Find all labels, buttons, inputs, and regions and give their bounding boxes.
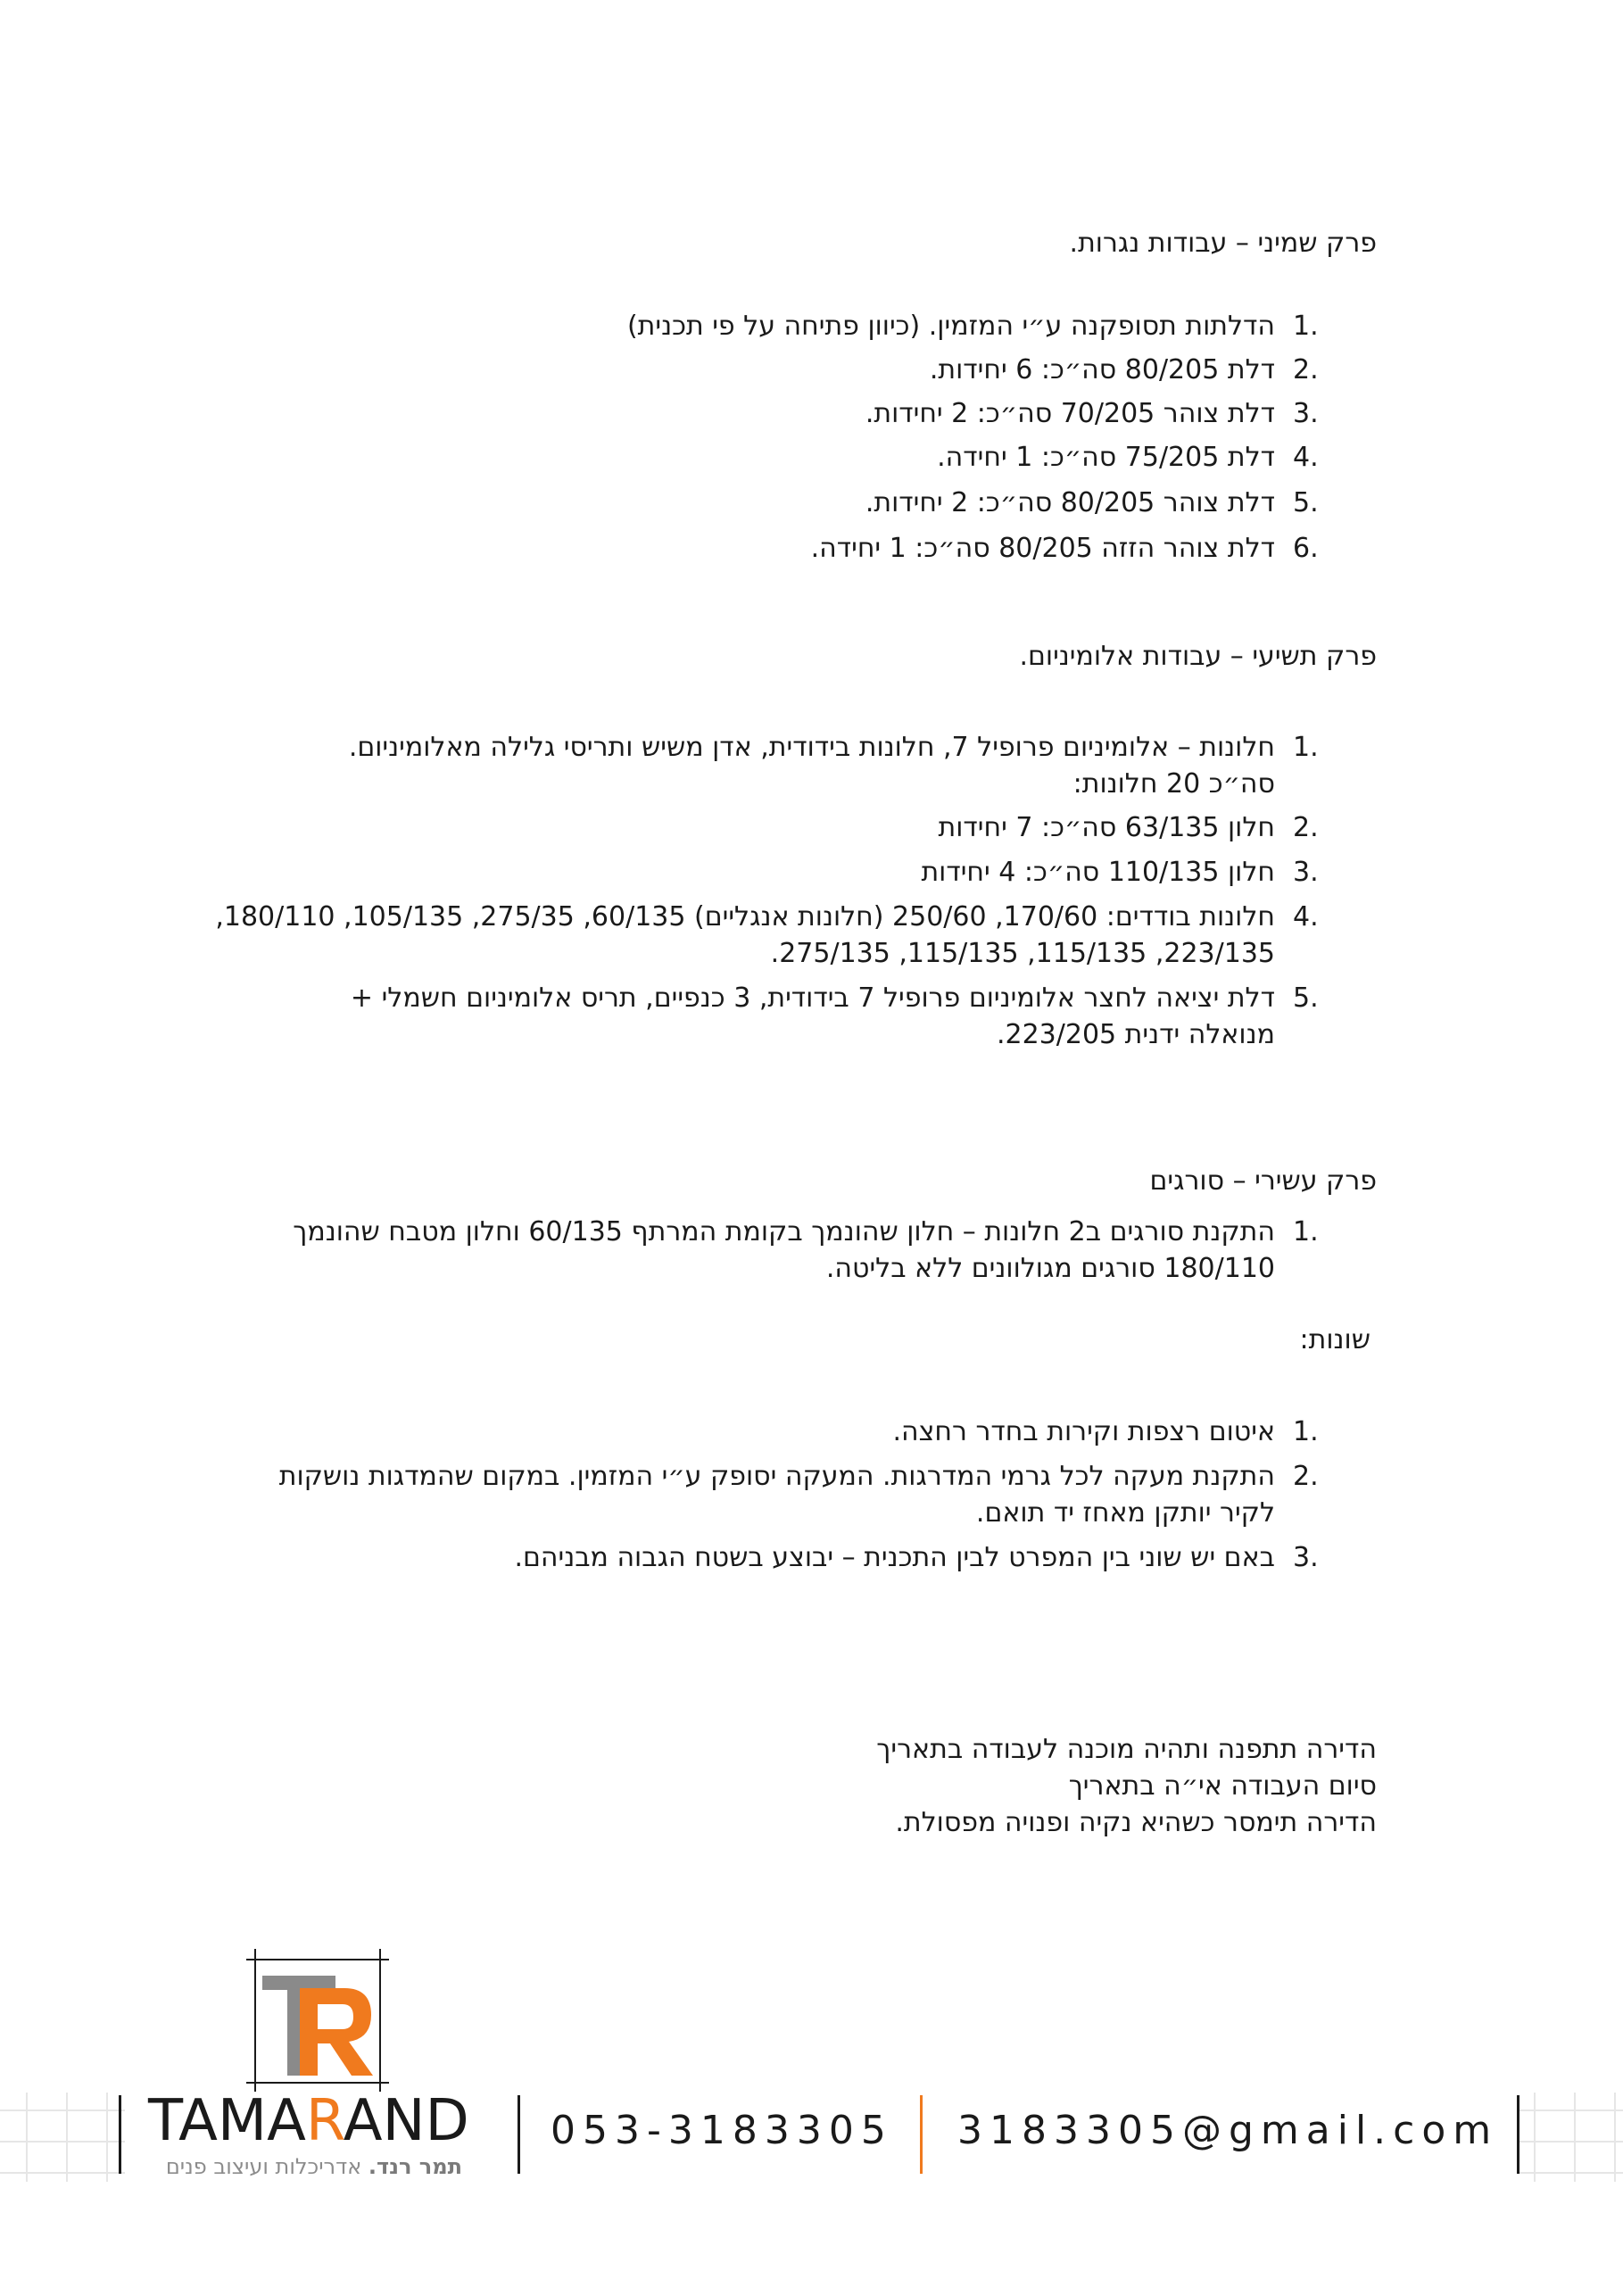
list-item: 3. חלון 110/135 סה״כ: 4 יחידות <box>921 857 1319 888</box>
list-item: 3. דלת צוהר 70/205 סה״כ: 2 יחידות. <box>865 398 1319 429</box>
list-item: 6. דלת צוהר הזזה 80/205 סה״כ: 1 יחידה. <box>810 533 1319 564</box>
list-item: 2. חלון 63/135 סה״כ: 7 יחידות <box>938 812 1319 843</box>
brand-tagline: תמר רנד. אדריכלות ועיצוב פנים <box>165 2154 462 2179</box>
list-item: 5. דלת צוהר 80/205 סה״כ: 2 יחידות. <box>865 487 1319 518</box>
list-item: 4. חלונות בודדים: 170/60, 250/60 (חלונות אנגליים) 60/135, 275/35, 105/135, 180/110, 223/135, 115/135, 115/135, 275/135. <box>215 901 1319 969</box>
footer-divider <box>518 2095 520 2174</box>
grid-decoration-right <box>1517 2093 1623 2182</box>
misc-list <box>279 1413 1329 1576</box>
section-8-heading: פרק שמיני – עבודות נגרות. <box>1069 228 1377 259</box>
footer-divider <box>119 2095 121 2174</box>
list-item: 4. דלת 75/205 סה״כ: 1 יחידה. <box>937 442 1319 473</box>
list-item: 2. התקנת מעקה לכל גרמי המדרגות. המעקה יסופק ע״י המזמין. במקום שהמדגות נושקות לקיר יותקן מאחז יד תואם. <box>278 1461 1319 1529</box>
list-item: 5. דלת יציאה לחצר אלומיניום פרופיל 7 בידודית, 3 כנפיים, תריס אלומיניום חשמלי + מנואלה ידנית 223/205. <box>350 982 1319 1050</box>
brand-name: TAMARAND <box>148 2088 469 2154</box>
email-address[interactable]: 3183305@gmail.com <box>957 2108 1499 2153</box>
list-item: 1. חלונות – אלומיניום פרופיל 7, חלונות בידודית, אדן משיש ותריסי גלילה מאלומיניום. סה״כ 20 חלונות: <box>348 732 1319 800</box>
grid-decoration-left <box>0 2093 125 2182</box>
section-10-list <box>293 1214 1329 1287</box>
closing-line: הדירה תימסר כשהיא נקיה ופנויה מפסולת. <box>895 1807 1377 1838</box>
list-item: 2. דלת 80/205 סה״כ: 6 יחידות. <box>929 354 1319 385</box>
footer-divider-accent <box>920 2095 923 2174</box>
list-item: 1. הדלתות תסופקנה ע״י המזמין. (כיוון פתיחה על פי תכנית) <box>626 311 1319 342</box>
footer-divider <box>1517 2095 1519 2174</box>
list-item: 1. איטום רצפות וקירות בחדר רחצה. <box>892 1416 1319 1447</box>
section-9-list <box>215 729 1329 1053</box>
closing-line: סיום העבודה אי״ה בתאריך <box>1068 1770 1377 1802</box>
section-10-heading: פרק עשירי – סורגים <box>1149 1165 1377 1197</box>
section-8-list <box>627 308 1329 567</box>
tr-monogram-logo-icon <box>246 1949 389 2092</box>
section-9-heading: פרק תשיעי – עבודות אלומיניום. <box>1019 641 1377 672</box>
closing-line: הדירה תתפנה ותהיה מוכנה לעבודה בתאריך <box>876 1734 1377 1765</box>
list-item: 1. התקנת סורגים ב2 חלונות – חלון שהונמך בקומת המרתף 60/135 וחלון מטבח שהונמך 180/110 סורגים מגולוונים ללא בליטה. <box>293 1216 1319 1284</box>
list-item: 3. באם יש שוני בין המפרט לבין התכנית – יבוצע בשטח הגבוה מבניהם. <box>514 1542 1319 1573</box>
misc-heading: שונות: <box>1299 1324 1370 1355</box>
closing-notes <box>876 1731 1377 1841</box>
phone-number[interactable]: 053-3183305 <box>551 2108 893 2153</box>
